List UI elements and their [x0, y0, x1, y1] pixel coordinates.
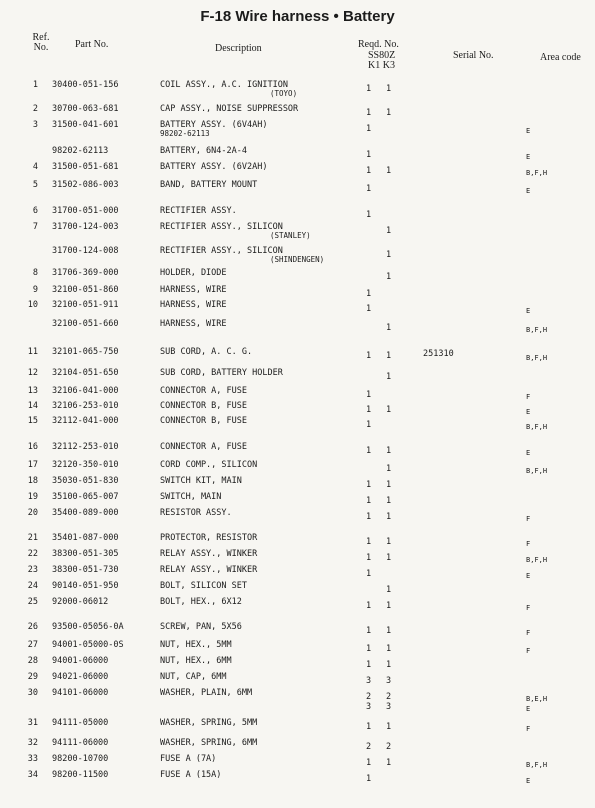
row-area: E: [526, 127, 531, 135]
row-desc: BATTERY, 6N4-2A-4: [160, 146, 247, 156]
row-area: B,F,H: [526, 326, 548, 334]
row-k3: 1: [386, 84, 392, 94]
row-k1: 1: [366, 405, 372, 415]
row-desc: SWITCH KIT, MAIN: [160, 476, 242, 486]
row-area: F: [526, 629, 531, 637]
row-k3: 1: [386, 446, 392, 456]
row-desc: SCREW, PAN, 5X56: [160, 622, 242, 632]
row-ref: 7: [32, 222, 38, 232]
row-ref: 17: [27, 460, 38, 470]
row-k1: 1: [366, 644, 372, 654]
row-k1: 1: [366, 569, 372, 579]
row-desc: COIL ASSY., A.C. IGNITION: [160, 80, 288, 90]
row-ref: 9: [32, 285, 38, 295]
row-ref: 23: [27, 565, 38, 575]
row-ref: 30: [27, 688, 38, 698]
row-ref: 13: [27, 386, 38, 396]
row-part: 32106-041-000: [52, 386, 119, 396]
row-part: 94111-06000: [52, 738, 109, 748]
row-k3: 1: [386, 758, 392, 768]
row-ref: 12: [27, 368, 38, 378]
row-part: 94101-06000: [52, 688, 109, 698]
row-part: 98200-11500: [52, 770, 109, 780]
row-part: 32120-350-010: [52, 460, 119, 470]
row-part: 31502-086-003: [52, 180, 119, 190]
row-k1: 1: [366, 601, 372, 611]
row-area: B,F,H: [526, 354, 548, 362]
row-k1: 2 3: [366, 692, 372, 712]
row-desc: RECTIFIER ASSY., SILICON: [160, 222, 283, 232]
row-ref: 5: [32, 180, 38, 190]
row-ref: 15: [27, 416, 38, 426]
row-area: E: [526, 449, 531, 457]
row-part: 30400-051-156: [52, 80, 119, 90]
row-k1: 3: [366, 676, 372, 686]
row-desc: BOLT, HEX., 6X12: [160, 597, 242, 607]
row-area: E: [526, 153, 531, 161]
row-k1: 1: [366, 304, 372, 314]
row-k3: 1: [386, 553, 392, 563]
row-desc: CONNECTOR A, FUSE: [160, 386, 247, 396]
row-desc: SWITCH, MAIN: [160, 492, 222, 502]
row-k3: 1: [386, 626, 392, 636]
row-k3: 1: [386, 108, 392, 118]
row-ref: 34: [27, 770, 38, 780]
page-title: F-18 Wire harness • Battery: [200, 8, 395, 25]
row-desc: SUB CORD, BATTERY HOLDER: [160, 368, 283, 378]
row-k1: 1: [366, 108, 372, 118]
row-k1: 1: [366, 150, 372, 160]
row-k1: 1: [366, 420, 372, 430]
row-k1: 1: [366, 390, 372, 400]
row-k3: 1: [386, 722, 392, 732]
row-k3: 1: [386, 464, 392, 474]
row-desc: RECTIFIER ASSY., SILICON: [160, 246, 283, 256]
row-k3: 2: [386, 742, 392, 752]
row-area: F: [526, 515, 531, 523]
row-k1: 1: [366, 758, 372, 768]
row-area: E: [526, 307, 531, 315]
row-area: B,F,H: [526, 169, 548, 177]
header-reqd-no: Reqd. No.: [358, 39, 399, 50]
row-ref: 28: [27, 656, 38, 666]
row-area: E: [526, 572, 531, 580]
row-k1: 1: [366, 210, 372, 220]
row-ref: 11: [27, 347, 38, 357]
row-part: 93500-05056-0A: [52, 622, 124, 632]
row-k3: 1: [386, 660, 392, 670]
row-part: 31700-051-000: [52, 206, 119, 216]
header-ref: Ref. No.: [32, 32, 50, 53]
row-k1: 1: [366, 351, 372, 361]
row-k1: 1: [366, 722, 372, 732]
header-k1-k3: K1 K3: [368, 60, 395, 71]
row-desc: WASHER, SPRING, 6MM: [160, 738, 258, 748]
row-ref: 24: [27, 581, 38, 591]
row-part: 30700-063-681: [52, 104, 119, 114]
row-part: 92000-06012: [52, 597, 109, 607]
row-k1: 1: [366, 626, 372, 636]
row-area: F: [526, 540, 531, 548]
row-k1: 1: [366, 166, 372, 176]
row-desc: RELAY ASSY., WINKER: [160, 549, 258, 559]
row-desc: HARNESS, WIRE: [160, 300, 227, 310]
row-sub: 98202-62113: [160, 129, 210, 138]
row-ref: 25: [27, 597, 38, 607]
row-desc: NUT, HEX., 5MM: [160, 640, 232, 650]
row-ref: 16: [27, 442, 38, 452]
row-k3: 1: [386, 601, 392, 611]
row-part: 32112-041-000: [52, 416, 119, 426]
row-ref: 20: [27, 508, 38, 518]
row-part: 94111-05000: [52, 718, 109, 728]
row-area: B,E,H E: [526, 695, 548, 713]
row-k3: 2 3: [386, 692, 392, 712]
row-k3: 1: [386, 323, 392, 333]
row-ref: 19: [27, 492, 38, 502]
row-ref: 6: [32, 206, 38, 216]
row-area: F: [526, 725, 531, 733]
row-area: F: [526, 393, 531, 401]
row-ref: 1: [32, 80, 38, 90]
row-area: F: [526, 647, 531, 655]
row-k3: 1: [386, 372, 392, 382]
row-ref: 29: [27, 672, 38, 682]
row-desc: CORD COMP., SILICON: [160, 460, 258, 470]
row-k3: 1: [386, 512, 392, 522]
row-ref: 18: [27, 476, 38, 486]
row-ref: 2: [32, 104, 38, 114]
row-desc: NUT, CAP, 6MM: [160, 672, 227, 682]
row-area: E: [526, 777, 531, 785]
row-desc: BAND, BATTERY MOUNT: [160, 180, 258, 190]
row-part: 31706-369-000: [52, 268, 119, 278]
header-part-no: Part No.: [75, 39, 109, 50]
row-part: 98202-62113: [52, 146, 109, 156]
row-area: B,F,H: [526, 556, 548, 564]
row-ref: 14: [27, 401, 38, 411]
row-k1: 1: [366, 446, 372, 456]
row-part: 94001-05000-0S: [52, 640, 124, 650]
row-k1: 1: [366, 660, 372, 670]
row-k1: 1: [366, 512, 372, 522]
row-desc: CAP ASSY., NOISE SUPPRESSOR: [160, 104, 299, 114]
row-k1: 1: [366, 124, 372, 134]
row-k1: 1: [366, 774, 372, 784]
row-desc: BATTERY ASSY. (6V4AH): [160, 120, 268, 130]
row-k1: 2: [366, 742, 372, 752]
row-desc: NUT, HEX., 6MM: [160, 656, 232, 666]
row-k1: 1: [366, 289, 372, 299]
row-k1: 1: [366, 553, 372, 563]
row-sub: (TOYO): [270, 89, 298, 98]
row-desc: BATTERY ASSY. (6V2AH): [160, 162, 268, 172]
row-desc: RELAY ASSY., WINKER: [160, 565, 258, 575]
row-part: 32101-065-750: [52, 347, 119, 357]
row-ref: 21: [27, 533, 38, 543]
row-k1: 1: [366, 84, 372, 94]
row-desc: RECTIFIER ASSY.: [160, 206, 237, 216]
row-area: E: [526, 408, 531, 416]
row-k3: 1: [386, 226, 392, 236]
row-k3: 1: [386, 644, 392, 654]
row-sub: (SHINDENGEN): [270, 255, 325, 264]
row-part: 32106-253-010: [52, 401, 119, 411]
row-k3: 1: [386, 585, 392, 595]
row-desc: FUSE A (7A): [160, 754, 217, 764]
row-k3: 1: [386, 351, 392, 361]
row-desc: RESISTOR ASSY.: [160, 508, 232, 518]
row-part: 38300-051-305: [52, 549, 119, 559]
row-ref: 10: [27, 300, 38, 310]
row-k1: 1: [366, 537, 372, 547]
row-serial: 251310: [423, 349, 454, 359]
row-desc: HARNESS, WIRE: [160, 285, 227, 295]
row-part: 31700-124-008: [52, 246, 119, 256]
row-desc: CONNECTOR B, FUSE: [160, 401, 247, 411]
header-serial-no: Serial No.: [453, 50, 494, 61]
row-ref: 32: [27, 738, 38, 748]
row-k3: 1: [386, 166, 392, 176]
row-desc: CONNECTOR B, FUSE: [160, 416, 247, 426]
row-area: E: [526, 187, 531, 195]
row-k3: 1: [386, 496, 392, 506]
row-k3: 1: [386, 537, 392, 547]
header-description: Description: [215, 43, 262, 54]
row-part: 90140-051-950: [52, 581, 119, 591]
row-part: 35030-051-830: [52, 476, 119, 486]
row-k1: 1: [366, 184, 372, 194]
header-model: SS80Z: [368, 50, 396, 61]
row-part: 98200-10700: [52, 754, 109, 764]
row-part: 31700-124-003: [52, 222, 119, 232]
row-part: 35400-089-000: [52, 508, 119, 518]
row-ref: 4: [32, 162, 38, 172]
row-part: 31500-051-681: [52, 162, 119, 172]
row-area: B,F,H: [526, 423, 548, 431]
row-desc: WASHER, PLAIN, 6MM: [160, 688, 253, 698]
row-desc: HOLDER, DIODE: [160, 268, 227, 278]
row-desc: CONNECTOR A, FUSE: [160, 442, 247, 452]
row-part: 38300-051-730: [52, 565, 119, 575]
row-part: 31500-041-601: [52, 120, 119, 130]
row-sub: (STANLEY): [270, 231, 311, 240]
row-ref: 26: [27, 622, 38, 632]
row-part: 32100-051-660: [52, 319, 119, 329]
row-desc: BOLT, SILICON SET: [160, 581, 247, 591]
row-k1: 1: [366, 480, 372, 490]
row-k3: 1: [386, 250, 392, 260]
row-ref: 22: [27, 549, 38, 559]
row-desc: HARNESS, WIRE: [160, 319, 227, 329]
row-part: 32112-253-010: [52, 442, 119, 452]
row-desc: WASHER, SPRING, 5MM: [160, 718, 258, 728]
row-part: 32104-051-650: [52, 368, 119, 378]
row-ref: 33: [27, 754, 38, 764]
row-area: B,F,H: [526, 761, 548, 769]
row-ref: 8: [32, 268, 38, 278]
row-desc: FUSE A (15A): [160, 770, 222, 780]
row-ref: 3: [32, 120, 38, 130]
row-part: 94021-06000: [52, 672, 109, 682]
row-area: B,F,H: [526, 467, 548, 475]
row-desc: PROTECTOR, RESISTOR: [160, 533, 258, 543]
row-k3: 3: [386, 676, 392, 686]
row-desc: SUB CORD, A. C. G.: [160, 347, 253, 357]
row-part: 32100-051-860: [52, 285, 119, 295]
row-ref: 31: [27, 718, 38, 728]
row-k3: 1: [386, 272, 392, 282]
row-k3: 1: [386, 480, 392, 490]
row-part: 35401-087-000: [52, 533, 119, 543]
row-part: 94001-06000: [52, 656, 109, 666]
row-part: 35100-065-007: [52, 492, 119, 502]
row-area: F: [526, 604, 531, 612]
row-k1: 1: [366, 496, 372, 506]
row-k3: 1: [386, 405, 392, 415]
row-ref: 27: [27, 640, 38, 650]
header-area-code: Area code: [540, 52, 581, 63]
row-part: 32100-051-911: [52, 300, 119, 310]
